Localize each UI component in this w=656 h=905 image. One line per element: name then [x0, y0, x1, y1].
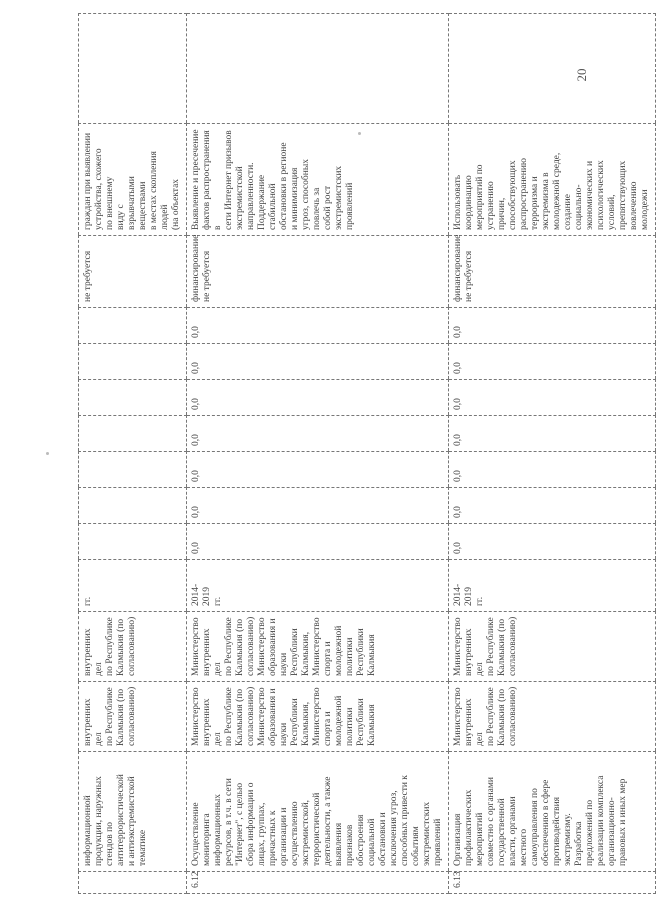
value-cell: [449, 380, 656, 416]
value-cell: [187, 308, 449, 344]
cell-text: 0,0: [453, 362, 463, 374]
value-cell: [187, 380, 449, 416]
cell-text: 6.12: [191, 871, 201, 888]
cell-text: Министерство внутренних дел по Республике Калмыкия (по согласованию) Министерство образования и науки Республики Калмыкия, Министерство спорта и молодежной политики Республики Калмыкия: [191, 686, 377, 746]
value-cell: [187, 416, 449, 452]
executor-cell: [79, 682, 187, 752]
cell-text: 2014-2019 гг.: [453, 583, 485, 606]
value-cell: [79, 488, 187, 524]
measure-cell: [449, 752, 656, 872]
period-cell: [79, 560, 187, 612]
value-cell: [187, 344, 449, 380]
cell-text: 0,0: [453, 326, 463, 338]
value-cell: [187, 488, 449, 524]
value-cell: [449, 416, 656, 452]
cell-text: граждан при выявлении устройства, схожего по внешнему виду с взрывчатыми веществами в местах скопления людей (на объектах: [83, 132, 181, 230]
result-cell: [449, 124, 656, 236]
cell-text: внутренних дел по Республике Калмыкия (по согласованию): [83, 616, 137, 676]
coexecutor-cell: [449, 612, 656, 682]
cell-text: гг.: [83, 596, 93, 606]
measures-table: [78, 13, 656, 894]
cell-text: 0,0: [191, 434, 201, 446]
financing-cell: [187, 236, 449, 308]
coexecutor-cell: [187, 612, 449, 682]
result-cell: [79, 124, 187, 236]
value-cell: [449, 344, 656, 380]
note-cell: [449, 14, 656, 124]
page-number: 20: [574, 68, 589, 82]
executor-cell: [187, 682, 449, 752]
table-row: [187, 14, 449, 894]
table-row: [449, 14, 656, 894]
cell-text: Использовать координацию мероприятий по устранению причин, способствующих распространению терроризма и экстремизма в молодежной среде, создание социально-экономических и психологических условий, препятствующих вовлечению молодежи: [453, 152, 650, 230]
measure-cell: [187, 752, 449, 872]
cell-text: финансирование не требуется: [453, 234, 474, 302]
financing-cell: [79, 236, 187, 308]
value-cell: [79, 308, 187, 344]
rotated-table-container: [78, 14, 650, 894]
row-number: [79, 872, 187, 894]
cell-text: Организация профилактических мероприятий совместно с органами государственной власти, органами местного самоуправления по обеспечению в сфере противодействия экстремизму. Разработка предложений по реализации комплекса организационно- правовых и иных мер: [453, 775, 628, 866]
period-cell: [449, 560, 656, 612]
cell-text: 0,0: [191, 542, 201, 554]
cell-text: не требуется: [83, 250, 93, 302]
value-cell: [79, 416, 187, 452]
cell-text: 0,0: [453, 542, 463, 554]
value-cell: [449, 488, 656, 524]
cell-text: внутренних дел по Республике Калмыкия (по согласованию): [83, 686, 137, 746]
cell-text: Выявление и пресечение фактов распространения в сети Интернет призывов экстремистской направленности. Поддержание стабильной обстановки в регионе и минимизация угроз, способных повлечь за собой рост экстремистских проявлений: [191, 129, 355, 230]
cell-text: Министерство внутренних дел по Республике Калмыкия (по согласованию): [453, 686, 518, 746]
executor-cell: [449, 682, 656, 752]
value-cell: [79, 380, 187, 416]
note-cell: [79, 14, 187, 124]
cell-text: Осуществление мониторинга информационных ресурсов, в т.ч. в сети "Интернет", с целью сбора информации о лицах, группах, причастных к организации и осуществлению экстремистской, террористической деятельности, а также выявления признаков обостроения социальной обстановки и исключения угроз, способных привести к событиям экстремистских проявлений: [191, 775, 443, 866]
value-cell: [79, 452, 187, 488]
cell-text: 2014-2019 гг.: [191, 583, 223, 606]
value-cell: [449, 452, 656, 488]
value-cell: [79, 344, 187, 380]
value-cell: [449, 524, 656, 560]
row-number: [449, 872, 656, 894]
cell-text: 0,0: [191, 470, 201, 482]
coexecutor-cell: [79, 612, 187, 682]
table-row: [79, 14, 187, 894]
value-cell: [79, 524, 187, 560]
cell-text: Министерство внутренних дел по Республике Калмыкия (по согласованию): [453, 616, 518, 676]
row-number: [187, 872, 449, 894]
note-cell: [187, 14, 449, 124]
cell-text: 0,0: [191, 506, 201, 518]
value-cell: [187, 452, 449, 488]
cell-text: Министерство внутренних дел по Республике Калмыкия (по согласованию) Министерство образования и науки Республики Калмыкия, Министерство спорта и молодежной политики Республики Калмыкия: [191, 616, 377, 676]
cell-text: 0,0: [453, 434, 463, 446]
measure-cell: [79, 752, 187, 872]
cell-text: 0,0: [453, 506, 463, 518]
value-cell: [187, 524, 449, 560]
cell-text: информационной продукции, наружных стендов по антитеррористической и антиэкстремистской тематике: [83, 774, 148, 866]
cell-text: 0,0: [453, 398, 463, 410]
cell-text: 6.13: [453, 871, 463, 888]
period-cell: [187, 560, 449, 612]
cell-text: 0,0: [191, 398, 201, 410]
cell-text: 0,0: [191, 362, 201, 374]
cell-text: 0,0: [191, 326, 201, 338]
cell-text: 0,0: [453, 470, 463, 482]
financing-cell: [449, 236, 656, 308]
scan-speck: [358, 132, 361, 135]
result-cell: [187, 124, 449, 236]
value-cell: [449, 308, 656, 344]
cell-text: финансирование не требуется: [191, 234, 212, 302]
scan-speck: [46, 452, 49, 455]
